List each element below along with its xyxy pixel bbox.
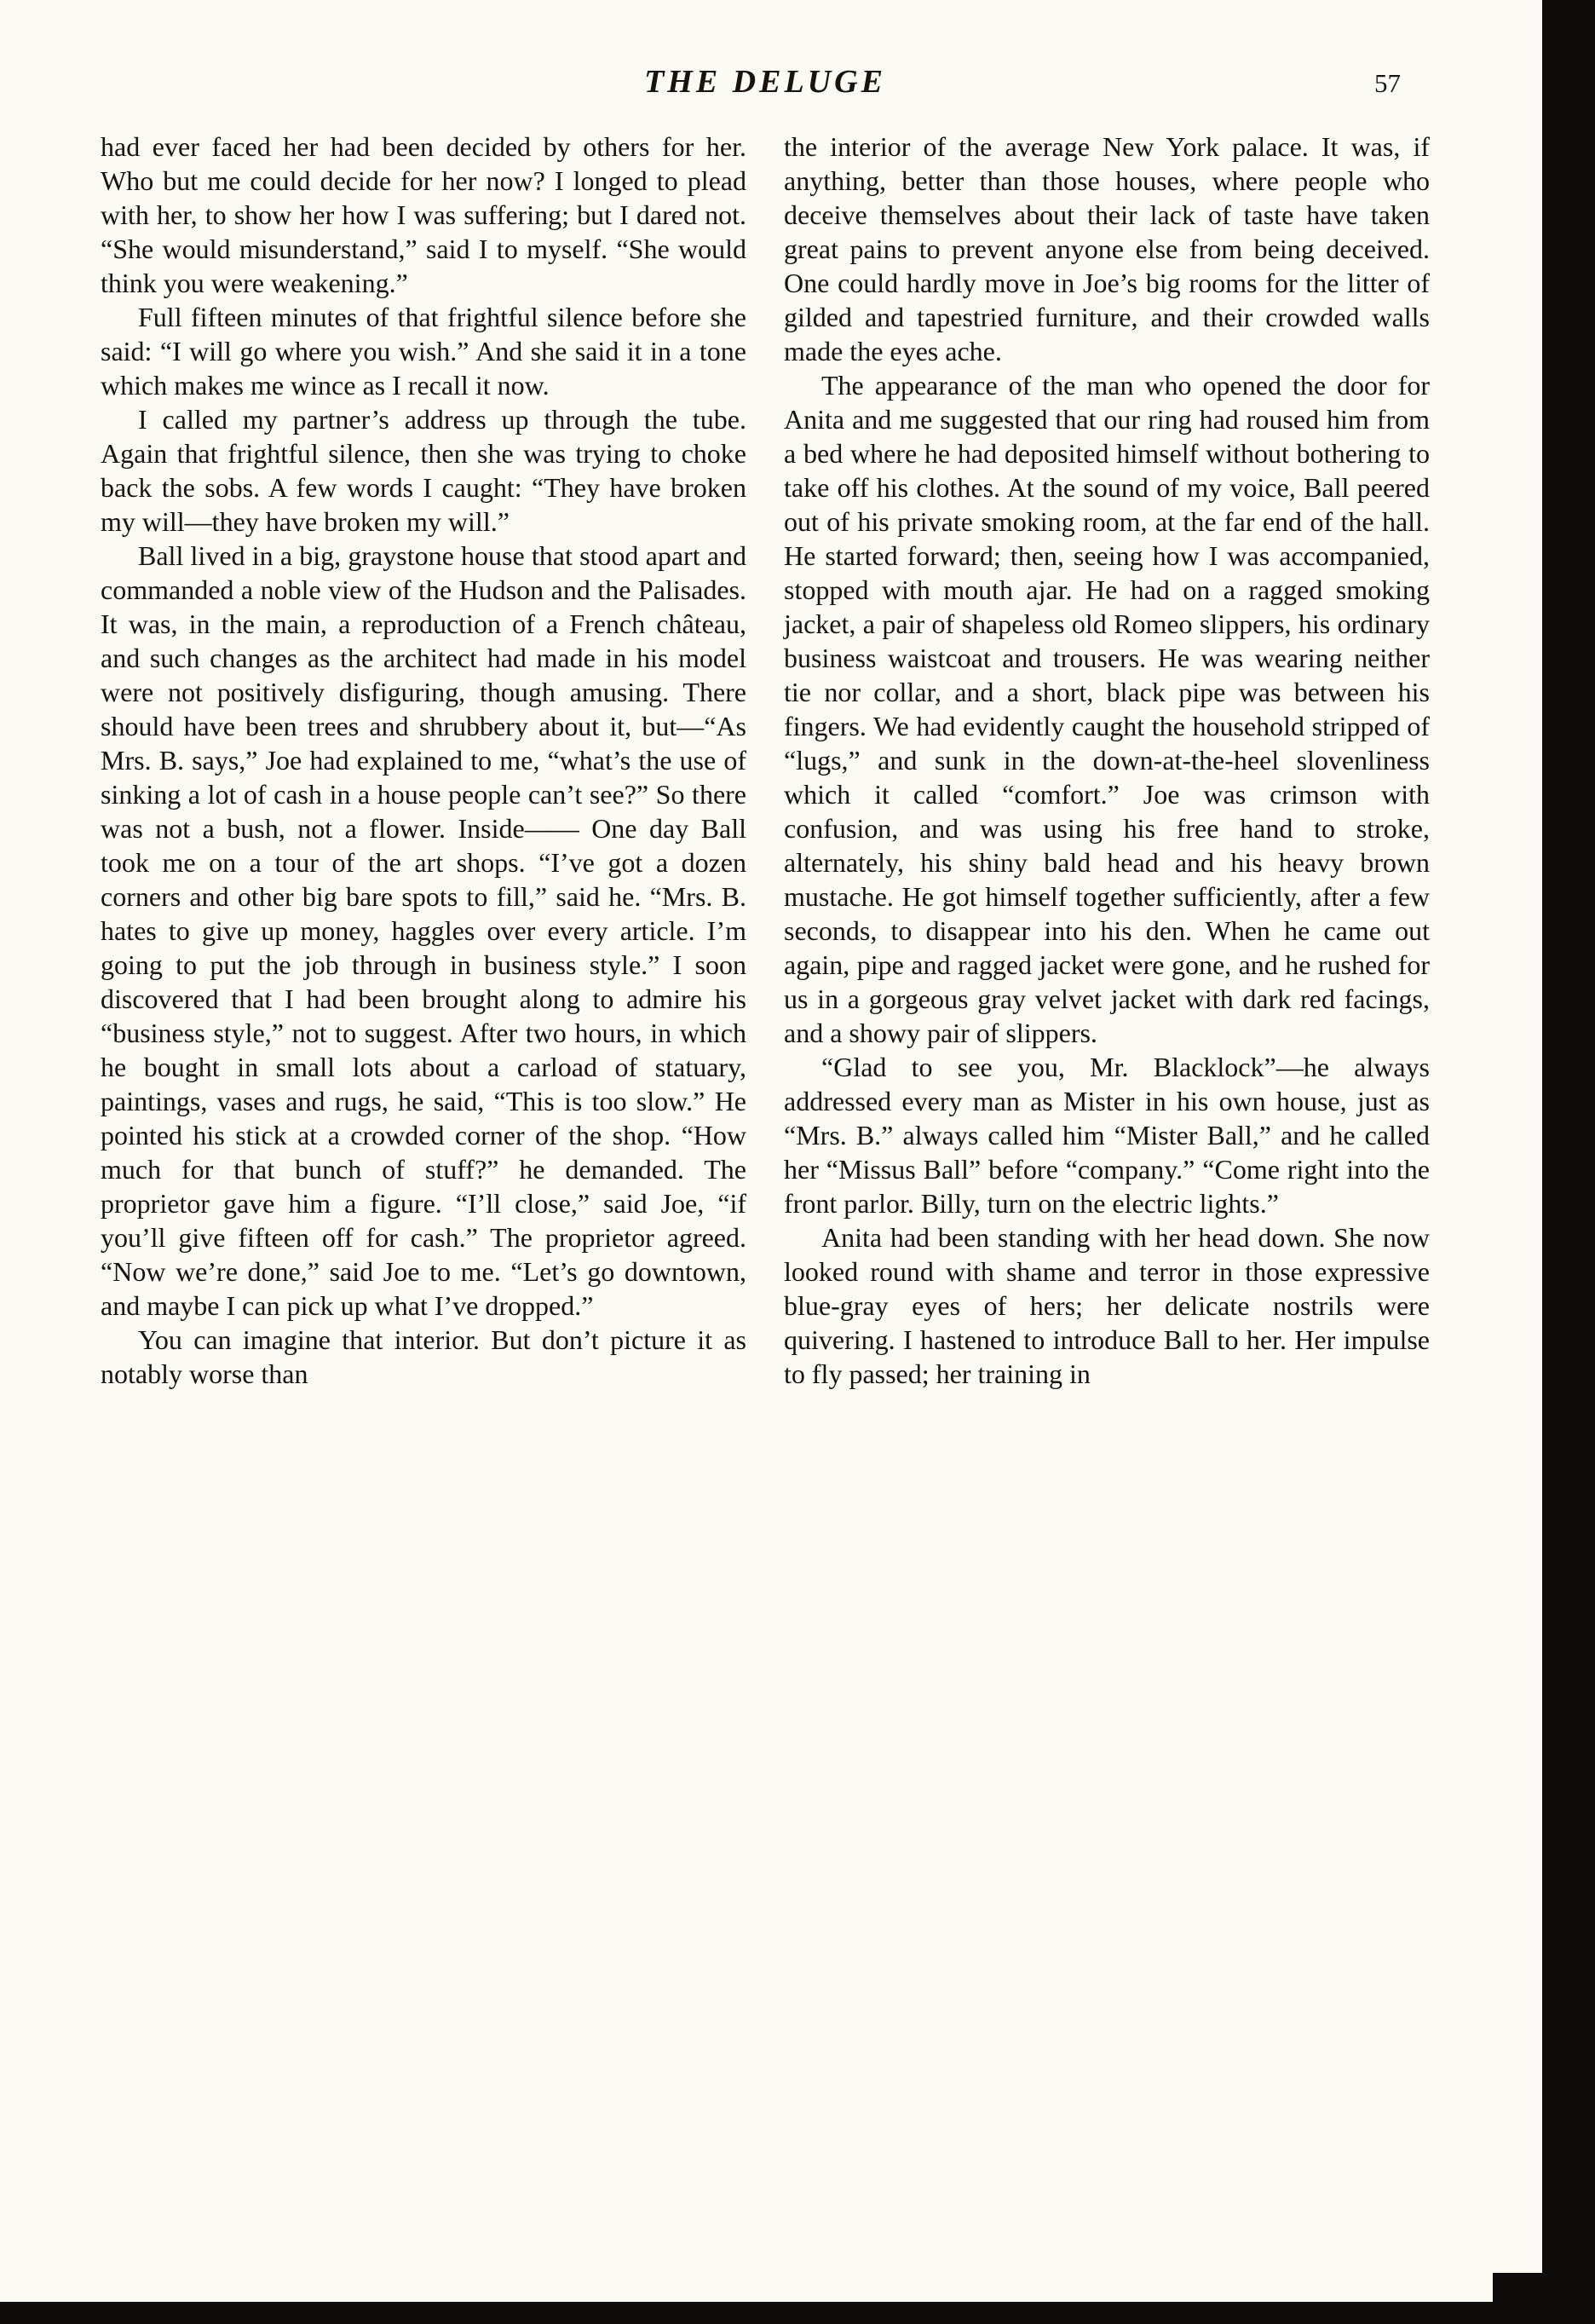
paragraph: You can imagine that interior. But don’t picture it as notably worse than	[101, 1324, 746, 1389]
paragraph: “Glad to see you, Mr. Blacklock”—he always addressed every man as Mister in his own house, just as “Mrs. B.” always called him “Mister Ball,” and he called her “Missus Ball” before “company.” “Come right into the front parlor. Billy, turn on the electric lights.”	[784, 1052, 1430, 1219]
text-columns	[101, 130, 1430, 1391]
scan-edge-bottom	[0, 2302, 1595, 2324]
paragraph: Full fifteen minutes of that frightful silence before she said: “I will go where you wish.” And she said it in a tone which makes me wince as I recall it now.	[101, 302, 746, 401]
paragraph: Anita had been standing with her head down. She now looked round with shame and terror in those expressive blue-gray eyes of hers; her delicate nostrils were quivering. I hastened to introduce Ball to her. Her impulse to fly passed; her training in	[784, 1222, 1430, 1389]
paragraph: the interior of the average New York palace. It was, if anything, better than those houses, where people who deceive themselves about their lack of taste have taken great pains to prevent anyone else from being deceived. One could hardly move in Joe’s big rooms for the litter of gilded and tapestried furniture, and their crowded walls made the eyes ache.	[784, 131, 1430, 366]
paragraph: had ever faced her had been decided by others for her. Who but me could decide for her now? I longed to plead with her, to show her how I was suffering; but I dared not. “She would misunderstand,” said I to myself. “She would think you were weakening.”	[101, 131, 746, 298]
page-number: 57	[1374, 68, 1401, 98]
paragraph: The appearance of the man who opened the door for Anita and me suggested that our ring had roused him from a bed where he had deposited himself without bothering to take off his clothes. At the sound of my voice, Ball peered out of his private smoking room, at the far end of the hall. He started forward; then, seeing how I was accompanied, stopped with mouth ajar. He had on a ragged smoking jacket, a pair of shapeless old Romeo slippers, his ordinary business waistcoat and trousers. He was wearing neither tie nor collar, and a short, black pipe was between his fingers. We had evidently caught the household stripped of “lugs,” and sunk in the down-at-the-heel slovenliness which it called “comfort.” Joe was crimson with confusion, and was using his free hand to stroke, alternately, his shiny bald head and his heavy brown mustache. He got himself together sufficiently, after a few seconds, to disappear into his den. When he came out again, pipe and ragged jacket were gone, and he rushed for us in a gorgeous gray velvet jacket with dark red facings, and a showy pair of slippers.	[784, 370, 1430, 1048]
scan-edge-right	[1542, 0, 1595, 2324]
paragraph: I called my partner’s address up through the tube. Again that frightful silence, then she was trying to choke back the sobs. A few words I caught: “They have broken my will—they have broken my will.”	[101, 404, 746, 537]
paragraph: Ball lived in a big, graystone house that stood apart and commanded a noble view of the Hudson and the Palisades. It was, in the main, a reproduction of a French château, and such changes as the architect had made in his model were not positively disfiguring, though amusing. There should have been trees and shrubbery about it, but—“As Mrs. B. says,” Joe had explained to me, “what’s the use of sinking a lot of cash in a house people can’t see?” So there was not a bush, not a flower. Inside—— One day Ball took me on a tour of the art shops. “I’ve got a dozen corners and other big bare spots to fill,” said he. “Mrs. B. hates to give up money, haggles over every article. I’m going to put the job through in business style.” I soon discovered that I had been brought along to admire his “business style,” not to suggest. After two hours, in which he bought in small lots about a carload of statuary, paintings, vases and rugs, he said, “This is too slow.” He pointed his stick at a crowded corner of the shop. “How much for that bunch of stuff?” he demanded. The proprietor gave him a figure. “I’ll close,” said Joe, “if you’ll give fifteen off for cash.” The proprietor agreed. “Now we’re done,” said Joe to me. “Let’s go downtown, and maybe I can pick up what I’ve dropped.”	[101, 540, 746, 1321]
right-column	[784, 130, 1430, 1391]
left-column	[101, 130, 746, 1391]
page-title: THE DELUGE	[644, 64, 886, 100]
running-head	[101, 63, 1430, 107]
